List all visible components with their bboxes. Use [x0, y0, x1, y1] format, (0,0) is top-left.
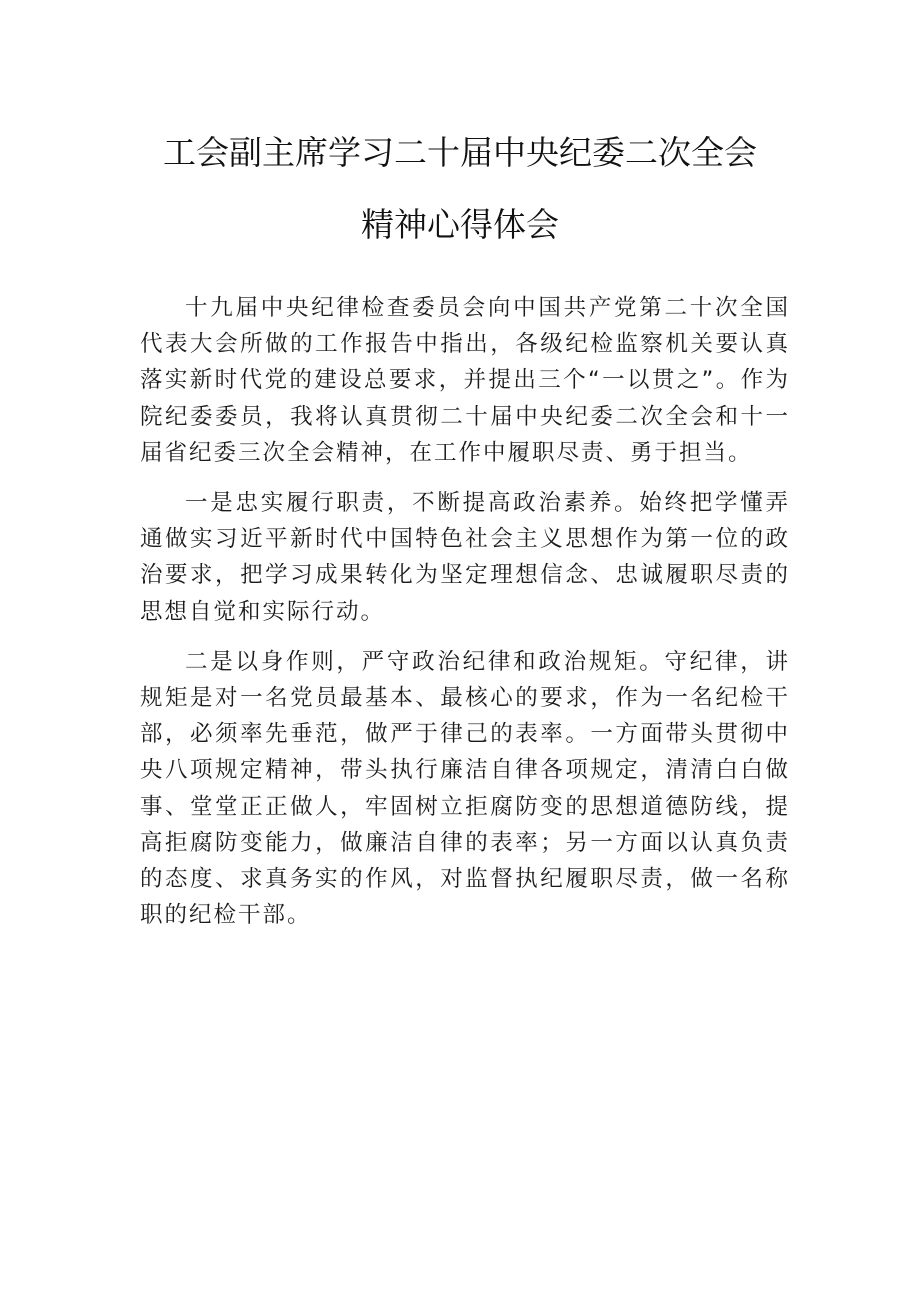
body-paragraph-1: 十九届中央纪律检查委员会向中国共产党第二十次全国代表大会所做的工作报告中指出，各级纪检监察机关要认真落实新时代党的建设总要求，并提出三个“一以贯之”。作为院纪委委员，我将认真贯彻二十届中央纪委二次全会和十一届省纪委三次全会精神，在工作中履职尽责、勇于担当。 — [140, 295, 790, 466]
document-title-line-1: 工会副主席学习二十届中央纪委二次全会 — [163, 133, 757, 172]
document-body — [140, 290, 790, 947]
body-paragraph-2: 一是忠实履行职责，不断提高政治素养。始终把学懂弄通做实习近平新时代中国特色社会主义思想作为第一位的政治要求，把学习成果转化为坚定理想信念、忠诚履职尽责的思想自觉和实际行动。 — [140, 490, 790, 625]
document-title-line-2: 精神心得体会 — [361, 205, 559, 244]
body-paragraph-3: 二是以身作则，严守政治纪律和政治规矩。守纪律，讲规矩是对一名党员最基本、最核心的要求，作为一名纪检干部，必须率先垂范，做严于律己的表率。一方面带头贯彻中央八项规定精神，带头执行廉洁自律各项规定，清清白白做事、堂堂正正做人，牢固树立拒腐防变的思想道德防线，提高拒腐防变能力，做廉洁自律的表率；另一方面以认真负责的态度、求真务实的作风，对监督执纪履职尽责，做一名称职的纪检干部。 — [140, 648, 790, 929]
